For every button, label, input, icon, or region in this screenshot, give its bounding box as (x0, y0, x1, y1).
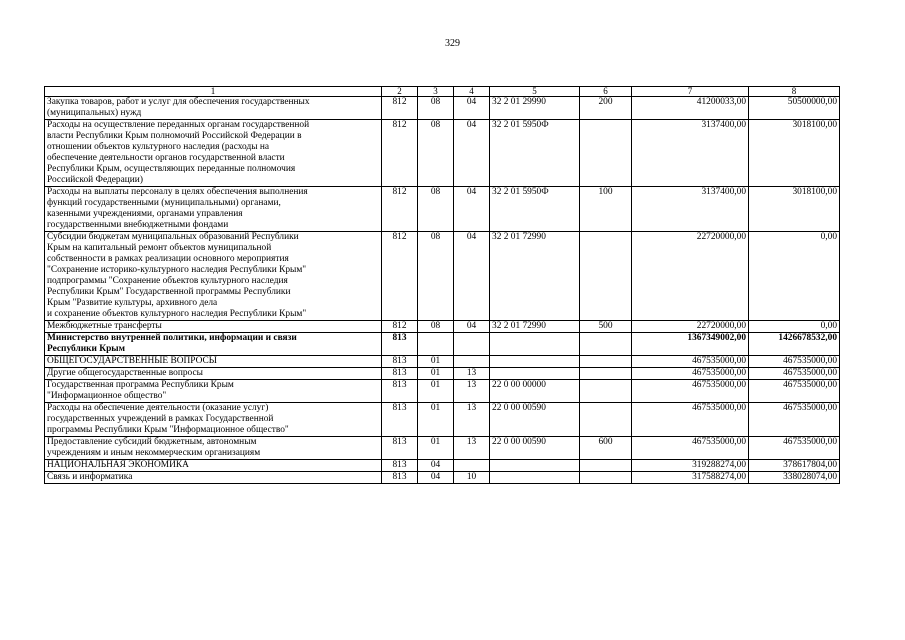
row-description: Субсидии бюджетам муниципальных образований Республики Крым на капитальный ремонт объектов муниципальной собственности в рамках реализации основного мероприятия "Сохранение историко-культурного наследия Республики Крым" подпрограммы "Сохранение объектов культурного наследия Республики Крым" Государственной программы Республики Крым "Развитие культуры, архивного дела и сохранение объектов культурного наследия Республики Крым" (45, 232, 382, 321)
target-article-code: 22 0 00 00590 (490, 403, 580, 437)
amount-year-1: 22720000,00 (632, 321, 749, 333)
header-row (45, 87, 840, 97)
header-cell: 7 (632, 87, 749, 97)
amount-year-1: 467535000,00 (632, 437, 749, 460)
ministry-code: 812 (382, 232, 418, 321)
row-description: Министерство внутренней политики, информации и связи Республики Крым (45, 333, 382, 356)
subsection-code: 04 (454, 120, 490, 187)
section-code: 08 (418, 187, 454, 232)
target-article-code: 32 2 01 29990 (490, 97, 580, 120)
amount-year-2: 3018100,00 (749, 120, 840, 187)
amount-year-2: 1426678532,00 (749, 333, 840, 356)
amount-year-2: 0,00 (749, 232, 840, 321)
target-article-code: 22 0 00 00000 (490, 380, 580, 403)
amount-year-2: 3018100,00 (749, 187, 840, 232)
subsection-code: 04 (454, 187, 490, 232)
section-code: 01 (418, 437, 454, 460)
expense-type-code (580, 368, 632, 380)
section-code: 01 (418, 380, 454, 403)
subsection-code: 13 (454, 380, 490, 403)
amount-year-1: 1367349002,00 (632, 333, 749, 356)
target-article-code (490, 472, 580, 484)
row-description: Предоставление субсидий бюджетным, автономным учреждениям и иным некоммерческим организациям (45, 437, 382, 460)
ministry-code: 813 (382, 356, 418, 368)
subsection-code: 13 (454, 437, 490, 460)
row-description: НАЦИОНАЛЬНАЯ ЭКОНОМИКА (45, 460, 382, 472)
row-description: Расходы на осуществление переданных органам государственной власти Республики Крым полномочий Российской Федерации в отношении объектов культурного наследия (расходы на обеспечение деятельности органов государственной власти Республики Крым, осуществляющих переданные полномочия Российской Федерации) (45, 120, 382, 187)
subsection-code: 13 (454, 403, 490, 437)
target-article-code (490, 368, 580, 380)
section-code: 08 (418, 232, 454, 321)
row-description: Межбюджетные трансферты (45, 321, 382, 333)
table-row (45, 403, 840, 437)
table-row (45, 333, 840, 356)
subsection-code: 13 (454, 368, 490, 380)
amount-year-1: 467535000,00 (632, 356, 749, 368)
target-article-code: 32 2 01 72990 (490, 232, 580, 321)
amount-year-1: 3137400,00 (632, 120, 749, 187)
amount-year-2: 50500000,00 (749, 97, 840, 120)
subsection-code (454, 356, 490, 368)
expense-type-code (580, 472, 632, 484)
ministry-code: 813 (382, 380, 418, 403)
subsection-code (454, 460, 490, 472)
ministry-code: 813 (382, 333, 418, 356)
row-description: Государственная программа Республики Крым "Информационное общество" (45, 380, 382, 403)
table-row (45, 368, 840, 380)
target-article-code: 32 2 01 5950Ф (490, 120, 580, 187)
amount-year-1: 22720000,00 (632, 232, 749, 321)
table-row (45, 472, 840, 484)
expense-type-code (580, 333, 632, 356)
target-article-code: 22 0 00 00590 (490, 437, 580, 460)
header-cell: 1 (45, 87, 382, 97)
ministry-code: 812 (382, 321, 418, 333)
header-cell: 2 (382, 87, 418, 97)
row-description: Связь и информатика (45, 472, 382, 484)
ministry-code: 812 (382, 187, 418, 232)
subsection-code (454, 333, 490, 356)
row-description: Закупка товаров, работ и услуг для обеспечения государственных (муниципальных) нужд (45, 97, 382, 120)
ministry-code: 813 (382, 437, 418, 460)
table-row (45, 321, 840, 333)
target-article-code (490, 333, 580, 356)
expense-type-code: 600 (580, 437, 632, 460)
expense-type-code (580, 403, 632, 437)
row-description: Расходы на выплаты персоналу в целях обеспечения выполнения функций государственными (муниципальными) органами, казенными учреждениями, органами управления государственными внебюджетными фондами (45, 187, 382, 232)
expense-type-code (580, 380, 632, 403)
target-article-code (490, 356, 580, 368)
section-code: 01 (418, 403, 454, 437)
amount-year-1: 467535000,00 (632, 368, 749, 380)
expense-type-code: 100 (580, 187, 632, 232)
section-code: 01 (418, 356, 454, 368)
target-article-code: 32 2 01 72990 (490, 321, 580, 333)
ministry-code: 812 (382, 120, 418, 187)
section-code (418, 333, 454, 356)
header-cell: 6 (580, 87, 632, 97)
ministry-code: 813 (382, 403, 418, 437)
amount-year-2: 467535000,00 (749, 368, 840, 380)
table-row (45, 437, 840, 460)
row-description: ОБЩЕГОСУДАРСТВЕННЫЕ ВОПРОСЫ (45, 356, 382, 368)
amount-year-1: 467535000,00 (632, 380, 749, 403)
section-code: 04 (418, 460, 454, 472)
amount-year-2: 467535000,00 (749, 403, 840, 437)
table-row (45, 187, 840, 232)
section-code: 01 (418, 368, 454, 380)
target-article-code: 32 2 01 5950Ф (490, 187, 580, 232)
subsection-code: 04 (454, 232, 490, 321)
expense-type-code (580, 232, 632, 321)
subsection-code: 04 (454, 321, 490, 333)
amount-year-1: 3137400,00 (632, 187, 749, 232)
expense-type-code: 200 (580, 97, 632, 120)
ministry-code: 813 (382, 368, 418, 380)
ministry-code: 812 (382, 97, 418, 120)
amount-year-1: 317588274,00 (632, 472, 749, 484)
ministry-code: 813 (382, 460, 418, 472)
section-code: 08 (418, 120, 454, 187)
header-cell: 8 (749, 87, 840, 97)
amount-year-2: 467535000,00 (749, 356, 840, 368)
amount-year-2: 467535000,00 (749, 380, 840, 403)
target-article-code (490, 460, 580, 472)
header-cell: 4 (454, 87, 490, 97)
header-cell: 3 (418, 87, 454, 97)
expense-type-code (580, 356, 632, 368)
section-code: 08 (418, 321, 454, 333)
table-row (45, 97, 840, 120)
page-number: 329 (445, 38, 460, 49)
expense-type-code: 500 (580, 321, 632, 333)
amount-year-1: 467535000,00 (632, 403, 749, 437)
expense-type-code (580, 120, 632, 187)
row-description: Расходы на обеспечение деятельности (оказание услуг) государственных учреждений в рамках Государственной программы Республики Крым "Информационное общество" (45, 403, 382, 437)
amount-year-2: 0,00 (749, 321, 840, 333)
expense-type-code (580, 460, 632, 472)
table-row (45, 120, 840, 187)
amount-year-2: 338028074,00 (749, 472, 840, 484)
amount-year-1: 319288274,00 (632, 460, 749, 472)
table-row (45, 380, 840, 403)
amount-year-2: 467535000,00 (749, 437, 840, 460)
amount-year-1: 41200033,00 (632, 97, 749, 120)
section-code: 08 (418, 97, 454, 120)
amount-year-2: 378617804,00 (749, 460, 840, 472)
subsection-code: 04 (454, 97, 490, 120)
section-code: 04 (418, 472, 454, 484)
table-row (45, 356, 840, 368)
ministry-code: 813 (382, 472, 418, 484)
table-row (45, 232, 840, 321)
header-cell: 5 (490, 87, 580, 97)
row-description: Другие общегосударственные вопросы (45, 368, 382, 380)
budget-table (44, 86, 840, 484)
subsection-code: 10 (454, 472, 490, 484)
table-row (45, 460, 840, 472)
